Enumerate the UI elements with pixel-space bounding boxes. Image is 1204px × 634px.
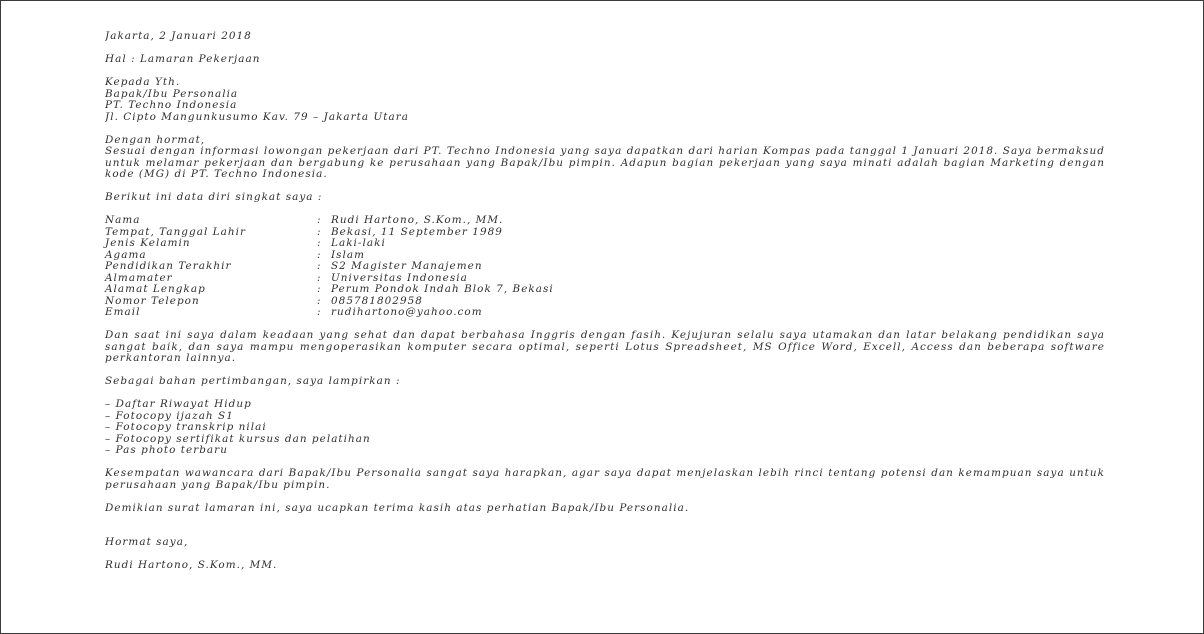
greeting: Dengan hormat, [105, 134, 206, 146]
bio-value: Perum Pondok Indah Blok 7, Bekasi [331, 283, 554, 295]
application-letter [105, 31, 1105, 572]
letter-subject: Hal : Lamaran Pekerjaan [105, 54, 261, 65]
bio-separator: : [317, 214, 322, 226]
spacer [105, 388, 1105, 400]
closing-paragraph: Demikian surat lamaran ini, saya ucapkan terima kasih atas perhatian Bapak/Ibu Personalia. [105, 502, 690, 514]
bio-row [105, 227, 1105, 239]
skills-paragraph: Dan saat ini saya dalam keadaan yang sehat dan dapat berbahasa Inggris dengan fasih. Kejujuran selalu saya utamakan dan latar belakang pendidikan saya sangat baik, dan saya mampu mengoperasikan komputer secara optimal, seperti Lotus Spreadsheet, MS Office Word, Excell, Access dan beberapa software perkantoran lainnya. [105, 329, 1105, 364]
bio-label: Jenis Kelamin [105, 237, 191, 249]
recipient-address: Jl. Cipto Mangunkusumo Kav. 79 – Jakarta Utara [105, 111, 410, 123]
bio-row [105, 284, 1105, 296]
spacer [105, 549, 1105, 561]
bio-value: Laki-laki [331, 237, 386, 249]
bio-separator: : [317, 271, 322, 284]
interview-paragraph: Kesempatan wawancara dari Bapak/Ibu Personalia sangat saya harapkan, agar saya dapat menjelaskan lebih rinci tentang potensi dan kemampuan saya untuk perusahaan yang Bapak/Ibu pimpin. [105, 467, 1105, 491]
bio-separator: : [317, 306, 322, 318]
spacer [105, 204, 1105, 216]
spacer [105, 123, 1105, 135]
bio-value: 085781802958 [331, 294, 423, 307]
bio-value: Universitas Indonesia [331, 271, 468, 284]
bio-row [105, 215, 1105, 227]
bio-value: Islam [331, 248, 366, 261]
bio-label: Email [105, 306, 141, 318]
bio-label: Pendidikan Terakhir [105, 260, 232, 272]
recipient-name: Bapak/Ibu Personalia [105, 88, 239, 100]
list-item: – Daftar Riwayat Hidup [105, 398, 252, 410]
bio-label: Nomor Telepon [105, 294, 200, 307]
bio-separator: : [317, 260, 322, 272]
bio-value: rudihartono@yahoo.com [331, 306, 483, 318]
bio-row [105, 273, 1105, 285]
bio-row [105, 307, 1105, 319]
bio-label: Alamat Lengkap [105, 283, 206, 295]
spacer [105, 181, 1105, 193]
bio-row [105, 238, 1105, 250]
attachments-list [105, 399, 1105, 457]
sign-off: Hormat saya, [105, 537, 189, 548]
spacer [105, 66, 1105, 78]
bio-table [105, 215, 1105, 319]
bio-value: Bekasi, 11 September 1989 [331, 225, 503, 238]
list-item: – Fotocopy ijazah S1 [105, 409, 234, 422]
bio-separator: : [317, 225, 322, 238]
bio-label: Agama [105, 248, 147, 261]
bio-separator: : [317, 294, 322, 307]
recipient-block [105, 77, 1105, 123]
spacer [105, 365, 1105, 377]
recipient-salutation: Kepada Yth. [105, 77, 181, 88]
bio-separator: : [317, 283, 322, 295]
bio-row [105, 250, 1105, 262]
bio-row [105, 261, 1105, 273]
list-item: – Fotocopy transkrip nilai [105, 421, 267, 433]
list-item: – Pas photo terbaru [105, 444, 228, 456]
list-item: – Fotocopy sertifikat kursus dan pelatihan [105, 432, 371, 445]
spacer [105, 526, 1105, 538]
bio-row [105, 296, 1105, 308]
bio-label: Tempat, Tanggal Lahir [105, 225, 247, 238]
bio-label: Almamater [105, 271, 173, 284]
recipient-company: PT. Techno Indonesia [105, 100, 238, 111]
spacer [105, 491, 1105, 503]
bio-value: S2 Magister Manajemen [331, 260, 483, 272]
signatory-name: Rudi Hartono, S.Kom., MM. [105, 560, 278, 571]
bio-separator: : [317, 248, 322, 261]
bio-value: Rudi Hartono, S.Kom., MM. [331, 214, 504, 226]
bio-label: Nama [105, 214, 141, 226]
place-date: Jakarta, 2 Januari 2018 [105, 31, 252, 42]
intro-paragraph: Sesuai dengan informasi lowongan pekerjaan dari PT. Techno Indonesia yang saya dapatkan dari harian Kompas pada tanggal 1 Januari 2018. Saya bermaksud untuk melamar pekerjaan dan bergabung ke perusahaan yang Bapak/Ibu pimpin. Adapun bagian pekerjaan yang saya minati adalah bagian Marketing dengan kode (MG) di PT. Techno Indonesia. [105, 145, 1105, 180]
attachments-intro: Sebagai bahan pertimbangan, saya lampirkan : [105, 376, 401, 387]
spacer [105, 43, 1105, 55]
spacer [105, 514, 1105, 526]
bio-intro: Berikut ini data diri singkat saya : [105, 192, 323, 203]
bio-separator: : [317, 237, 322, 249]
